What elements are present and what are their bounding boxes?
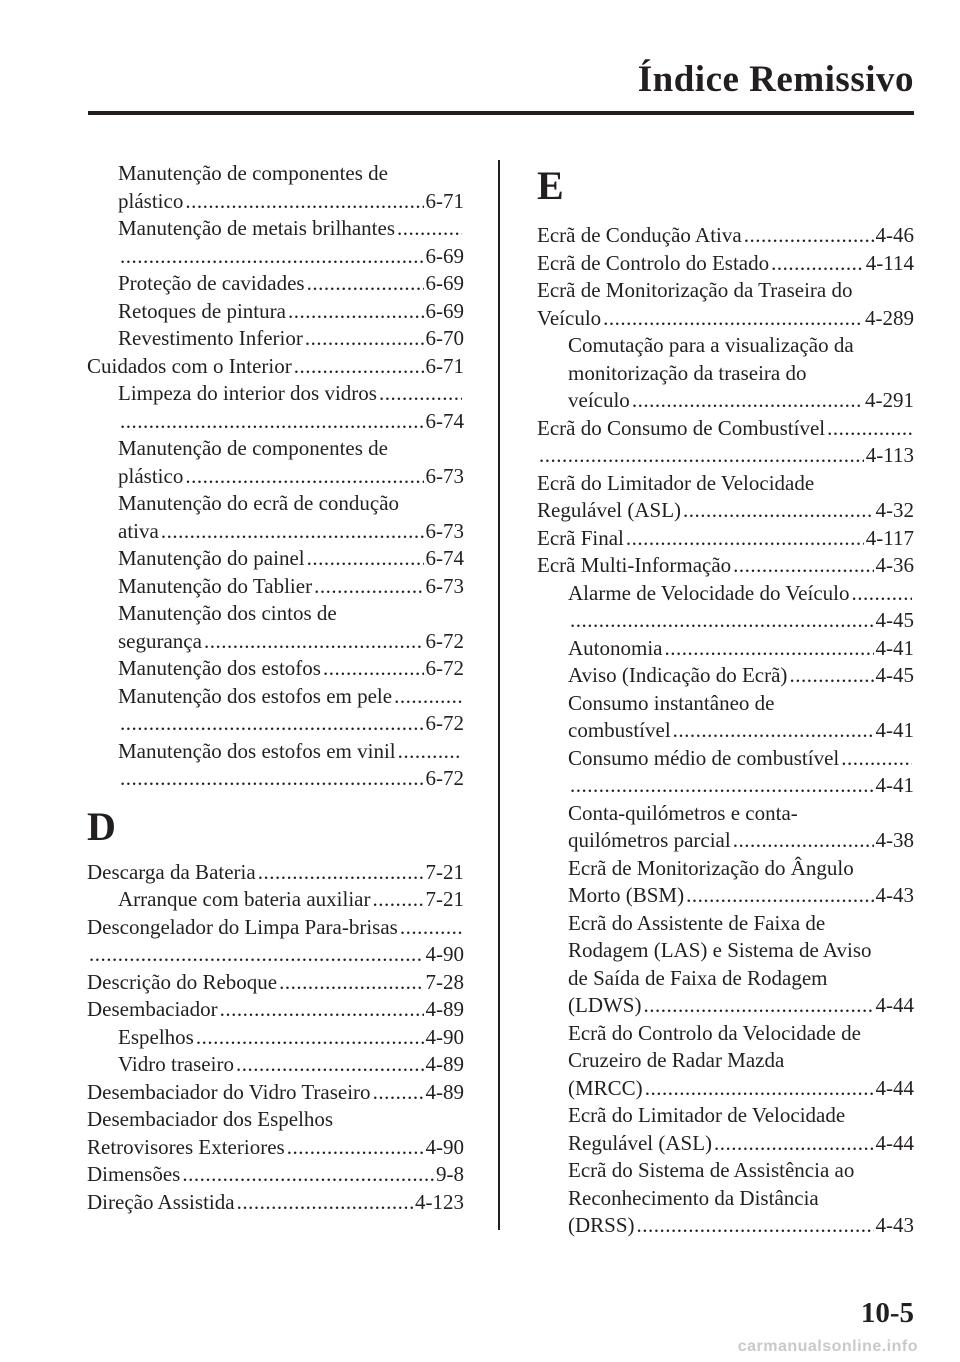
index-subentry bbox=[537, 882, 914, 910]
dot-leader bbox=[279, 969, 423, 997]
index-subentry bbox=[87, 655, 464, 683]
entry-text: Reconhecimento da Distância bbox=[568, 1185, 819, 1210]
page-reference: 4-113 bbox=[865, 443, 914, 467]
index-subentry bbox=[537, 965, 914, 993]
dot-leader bbox=[288, 298, 424, 326]
entry-text: Autonomia bbox=[568, 635, 663, 660]
page-reference: 6-71 bbox=[425, 353, 464, 378]
page-reference: 7-21 bbox=[425, 887, 464, 911]
dot-leader bbox=[733, 827, 874, 855]
index-subentry bbox=[87, 1024, 464, 1052]
index-subentry bbox=[537, 387, 914, 415]
page-reference: 6-73 bbox=[425, 463, 464, 488]
entry-text: (MRCC) bbox=[568, 1075, 643, 1100]
dot-leader bbox=[120, 710, 424, 738]
dot-leader bbox=[673, 717, 874, 745]
entry-text: Cuidados com o Interior bbox=[87, 353, 292, 378]
page-reference: 4-44 bbox=[875, 993, 914, 1017]
entry-text: Ecrã do Limitador de Velocidade bbox=[537, 470, 815, 495]
dot-leader bbox=[372, 886, 423, 914]
index-entry bbox=[87, 969, 464, 997]
entry-text: Proteção de cavidades bbox=[118, 271, 305, 295]
page-reference: 6-69 bbox=[425, 298, 464, 323]
page-reference: 4-43 bbox=[875, 1213, 914, 1237]
entry-text: Ecrã Final bbox=[537, 525, 624, 550]
index-subentry bbox=[537, 662, 914, 690]
index-subentry bbox=[87, 518, 464, 546]
index-subentry bbox=[87, 683, 464, 711]
entry-text: Manutenção dos estofos bbox=[118, 656, 321, 680]
entry-text: Manutenção de componentes de bbox=[118, 436, 388, 460]
index-subentry bbox=[87, 545, 464, 573]
entry-text: (DRSS) bbox=[568, 1213, 635, 1237]
index-subentry bbox=[87, 573, 464, 601]
index-subentry bbox=[537, 772, 914, 800]
page-reference: 6-73 bbox=[425, 573, 464, 598]
page-reference: 4-41 bbox=[875, 773, 914, 797]
entry-text: Ecrã de Monitorização da Traseira do bbox=[537, 278, 853, 302]
dot-leader bbox=[185, 463, 423, 491]
dot-leader bbox=[120, 243, 424, 271]
index-subentry bbox=[537, 360, 914, 388]
entry-text: Dimensões bbox=[87, 1162, 181, 1186]
index-subentry bbox=[537, 1047, 914, 1075]
dot-leader bbox=[771, 250, 864, 278]
dot-leader bbox=[744, 222, 874, 250]
index-entry bbox=[87, 859, 464, 887]
dot-leader bbox=[645, 1075, 874, 1103]
index-subentry bbox=[537, 1130, 914, 1158]
entry-text: Consumo médio de combustível bbox=[568, 745, 840, 770]
index-entry bbox=[87, 353, 464, 381]
entry-text: Retoques de pintura bbox=[118, 298, 286, 323]
entry-text: Veículo bbox=[537, 305, 602, 330]
page-reference: 4-289 bbox=[865, 305, 914, 330]
page-reference: 4-36 bbox=[875, 553, 914, 577]
index-subentry bbox=[87, 215, 464, 243]
entry-text: Manutenção dos estofos em pele bbox=[118, 683, 393, 708]
index-subentry bbox=[537, 910, 914, 938]
entry-text: Descrição do Reboque bbox=[87, 969, 278, 994]
index-entry bbox=[537, 525, 914, 553]
index-entry bbox=[537, 497, 914, 525]
index-subentry bbox=[87, 765, 464, 793]
index-subentry bbox=[537, 332, 914, 360]
index-subentry bbox=[537, 607, 914, 635]
index-subentry bbox=[87, 600, 464, 628]
index-subentry bbox=[87, 325, 464, 353]
page-reference: 4-123 bbox=[415, 1189, 464, 1214]
index-entry bbox=[537, 552, 914, 580]
entry-text: Rodagem (LAS) e Sistema de Aviso bbox=[568, 938, 872, 962]
dot-leader bbox=[236, 1051, 424, 1079]
entry-text: Manutenção dos estofos em vinil bbox=[118, 738, 396, 763]
index-subentry bbox=[537, 1185, 914, 1213]
entry-text: ativa bbox=[118, 518, 159, 543]
entry-text: Ecrã do Consumo de Combustível bbox=[537, 415, 826, 440]
index-entry bbox=[87, 941, 464, 969]
entry-text: Morto (BSM) bbox=[568, 883, 685, 907]
dot-leader bbox=[89, 941, 424, 969]
index-subentry bbox=[537, 1020, 914, 1048]
entry-text: Manutenção dos cintos de bbox=[118, 601, 337, 625]
dot-leader bbox=[294, 353, 424, 381]
section-letter: E bbox=[537, 163, 564, 208]
index-entry bbox=[537, 470, 914, 498]
page-reference: 6-72 bbox=[425, 711, 464, 735]
dot-leader bbox=[827, 415, 912, 443]
index-entry bbox=[537, 277, 914, 305]
dot-leader bbox=[637, 1212, 874, 1240]
index-subentry bbox=[537, 855, 914, 883]
entry-text: Regulável (ASL) bbox=[568, 1130, 713, 1155]
dot-leader bbox=[307, 545, 424, 573]
page-reference: 4-90 bbox=[425, 1024, 464, 1049]
dot-leader bbox=[733, 552, 873, 580]
page-reference: 4-89 bbox=[425, 1079, 464, 1104]
index-subentry bbox=[537, 827, 914, 855]
page-reference: 4-43 bbox=[875, 883, 914, 907]
index-entry bbox=[87, 996, 464, 1024]
page-reference: 6-72 bbox=[425, 656, 464, 680]
page-reference: 4-44 bbox=[875, 1075, 914, 1100]
entry-text: Ecrã de Monitorização do Ângulo bbox=[568, 855, 854, 880]
index-entry bbox=[537, 305, 914, 333]
index-entry bbox=[87, 1106, 464, 1134]
entry-text: Descongelador do Limpa Para-brisas bbox=[87, 914, 398, 939]
page-reference: 4-44 bbox=[875, 1130, 914, 1155]
entry-text: Descarga da Bateria bbox=[87, 859, 256, 884]
entry-text: Ecrã do Sistema de Assistência ao bbox=[568, 1158, 855, 1182]
page-reference: 6-72 bbox=[425, 766, 464, 790]
index-subentry bbox=[537, 1157, 914, 1185]
index-entry bbox=[87, 914, 464, 942]
page-reference: 6-71 bbox=[425, 188, 464, 213]
dot-leader bbox=[683, 497, 873, 525]
dot-leader bbox=[398, 738, 462, 766]
entry-text: Consumo instantâneo de bbox=[568, 690, 775, 715]
entry-text: Arranque com bateria auxiliar bbox=[118, 887, 371, 911]
page-reference: 4-90 bbox=[425, 1134, 464, 1159]
entry-text: Desembaciador dos Espelhos bbox=[87, 1107, 334, 1131]
dot-leader bbox=[665, 635, 874, 663]
dot-leader bbox=[120, 408, 424, 436]
dot-leader bbox=[539, 442, 864, 470]
dot-leader bbox=[373, 1079, 424, 1107]
entry-text: Desembaciador bbox=[87, 997, 218, 1021]
entry-text: quilómetros parcial bbox=[568, 828, 731, 852]
index-entry bbox=[87, 1134, 464, 1162]
page-reference: 4-45 bbox=[875, 663, 914, 687]
entry-text: Vidro traseiro bbox=[118, 1052, 234, 1076]
dot-leader bbox=[632, 387, 863, 415]
index-subentry bbox=[87, 628, 464, 656]
dot-leader bbox=[603, 305, 863, 333]
entry-text: Aviso (Indicação do Ecrã) bbox=[568, 663, 788, 687]
entry-text: combustível bbox=[568, 718, 671, 742]
dot-leader bbox=[789, 662, 873, 690]
page-reference: 6-69 bbox=[425, 271, 464, 295]
entry-text: Manutenção do ecrã de condução bbox=[118, 491, 400, 515]
page-reference: 4-114 bbox=[865, 250, 914, 275]
dot-leader bbox=[714, 1130, 873, 1158]
page-reference: 6-74 bbox=[425, 408, 464, 433]
index-subentry bbox=[87, 380, 464, 408]
entry-text: Ecrã do Limitador de Velocidade bbox=[568, 1103, 846, 1127]
page-reference: 6-69 bbox=[425, 243, 464, 268]
dot-leader bbox=[204, 628, 424, 656]
dot-leader bbox=[161, 518, 424, 546]
index-subentry bbox=[87, 1051, 464, 1079]
index-entry bbox=[87, 1161, 464, 1189]
index-subentry bbox=[537, 937, 914, 965]
page-reference: 4-89 bbox=[425, 1052, 464, 1076]
index-subentry bbox=[537, 1102, 914, 1130]
entry-text: veículo bbox=[568, 388, 630, 412]
entry-text: monitorização da traseira do bbox=[568, 360, 807, 385]
entry-text: Ecrã de Condução Ativa bbox=[537, 223, 742, 247]
dot-leader bbox=[196, 1024, 424, 1052]
entry-text: Ecrã de Controlo do Estado bbox=[537, 250, 770, 275]
index-entry bbox=[537, 250, 914, 278]
index-subentry bbox=[537, 580, 914, 608]
page-reference: 4-41 bbox=[875, 718, 914, 742]
dot-leader bbox=[570, 607, 874, 635]
entry-text: Limpeza do interior dos vidros bbox=[118, 381, 377, 405]
page-reference: 6-73 bbox=[425, 518, 464, 543]
index-subentry bbox=[87, 298, 464, 326]
entry-text: Revestimento Inferior bbox=[118, 326, 303, 350]
index-subentry bbox=[537, 635, 914, 663]
header-rule bbox=[88, 111, 914, 115]
dot-leader bbox=[120, 765, 424, 793]
dot-leader bbox=[851, 580, 912, 608]
dot-leader bbox=[258, 859, 424, 887]
entry-text: Ecrã Multi-Informação bbox=[537, 553, 732, 577]
page-reference: 4-90 bbox=[425, 942, 464, 966]
dot-leader bbox=[841, 745, 912, 773]
entry-text: Manutenção de metais brilhantes bbox=[118, 216, 395, 240]
page-reference: 4-89 bbox=[425, 997, 464, 1021]
page-reference: 4-41 bbox=[875, 635, 914, 660]
entry-text: Manutenção do painel bbox=[118, 546, 305, 570]
dot-leader bbox=[394, 683, 462, 711]
section-letter: D bbox=[87, 803, 116, 849]
index-entry bbox=[87, 1079, 464, 1107]
entry-text: segurança bbox=[118, 628, 202, 653]
index-subentry bbox=[537, 1212, 914, 1240]
index-column-right bbox=[537, 160, 914, 1240]
dot-leader bbox=[626, 525, 864, 553]
index-subentry bbox=[537, 1075, 914, 1103]
dot-leader bbox=[686, 882, 873, 910]
entry-text: Direção Assistida bbox=[87, 1189, 235, 1214]
entry-text: Retrovisores Exteriores bbox=[87, 1134, 285, 1159]
page-reference: 4-45 bbox=[875, 608, 914, 632]
index-subentry bbox=[537, 745, 914, 773]
entry-text: Alarme de Velocidade do Veículo bbox=[568, 580, 850, 605]
entry-text: Ecrã do Controlo da Velocidade de bbox=[568, 1020, 861, 1045]
index-column-left bbox=[87, 160, 464, 1216]
index-subentry bbox=[87, 243, 464, 271]
dot-leader bbox=[287, 1134, 424, 1162]
dot-leader bbox=[643, 992, 873, 1020]
entry-text: Conta-quilómetros e conta- bbox=[568, 800, 798, 825]
entry-text: (LDWS) bbox=[568, 993, 642, 1017]
dot-leader bbox=[185, 188, 423, 216]
dot-leader bbox=[323, 655, 424, 683]
page-number: 10-5 bbox=[860, 1297, 914, 1329]
page-reference: 6-72 bbox=[425, 628, 464, 653]
entry-text: Comutação para a visualização da bbox=[568, 333, 854, 357]
page-title: Índice Remissivo bbox=[637, 59, 914, 100]
index-entry bbox=[537, 222, 914, 250]
page-reference: 4-38 bbox=[875, 828, 914, 852]
page-reference: 9-8 bbox=[436, 1162, 464, 1186]
dot-leader bbox=[314, 573, 423, 601]
index-subentry bbox=[87, 490, 464, 518]
entry-text: Desembaciador do Vidro Traseiro bbox=[87, 1079, 371, 1104]
index-subentry bbox=[87, 270, 464, 298]
index-subentry bbox=[537, 992, 914, 1020]
index-subentry bbox=[87, 435, 464, 463]
index-subentry bbox=[87, 710, 464, 738]
index-subentry bbox=[87, 886, 464, 914]
index-entry bbox=[537, 415, 914, 443]
dot-leader bbox=[182, 1161, 434, 1189]
page-reference: 7-21 bbox=[425, 859, 464, 884]
dot-leader bbox=[397, 215, 462, 243]
page-reference: 4-32 bbox=[875, 498, 914, 522]
entry-text: plástico bbox=[118, 188, 184, 213]
index-subentry bbox=[87, 160, 464, 188]
page-reference: 4-117 bbox=[865, 525, 914, 550]
entry-text: Ecrã do Assistente de Faixa de bbox=[568, 910, 826, 935]
entry-text: Regulável (ASL) bbox=[537, 498, 682, 522]
page-reference: 4-46 bbox=[875, 223, 914, 247]
entry-text: plástico bbox=[118, 463, 184, 488]
page-reference: 4-291 bbox=[865, 388, 914, 412]
index-subentry bbox=[537, 800, 914, 828]
dot-leader bbox=[379, 380, 462, 408]
entry-text: Espelhos bbox=[118, 1024, 194, 1049]
index-subentry bbox=[537, 690, 914, 718]
dot-leader bbox=[307, 270, 424, 298]
entry-text: de Saída de Faixa de Rodagem bbox=[568, 965, 828, 990]
index-entry bbox=[87, 1189, 464, 1217]
watermark: carmanualsonline.info bbox=[737, 1338, 918, 1355]
page-reference: 6-70 bbox=[425, 326, 464, 350]
dot-leader bbox=[570, 772, 874, 800]
entry-text: Cruzeiro de Radar Mazda bbox=[568, 1048, 785, 1072]
dot-leader bbox=[220, 996, 424, 1024]
index-subentry bbox=[537, 717, 914, 745]
dot-leader bbox=[237, 1189, 413, 1217]
index-subentry bbox=[87, 463, 464, 491]
page-reference: 7-28 bbox=[425, 969, 464, 994]
index-entry bbox=[537, 442, 914, 470]
index-subentry bbox=[87, 188, 464, 216]
column-divider bbox=[498, 160, 500, 1230]
entry-text: Manutenção de componentes de bbox=[118, 161, 388, 185]
entry-text: Manutenção do Tablier bbox=[118, 573, 313, 598]
index-subentry bbox=[87, 408, 464, 436]
page-reference: 6-74 bbox=[425, 546, 464, 570]
index-subentry bbox=[87, 738, 464, 766]
dot-leader bbox=[400, 914, 462, 942]
dot-leader bbox=[305, 325, 424, 353]
